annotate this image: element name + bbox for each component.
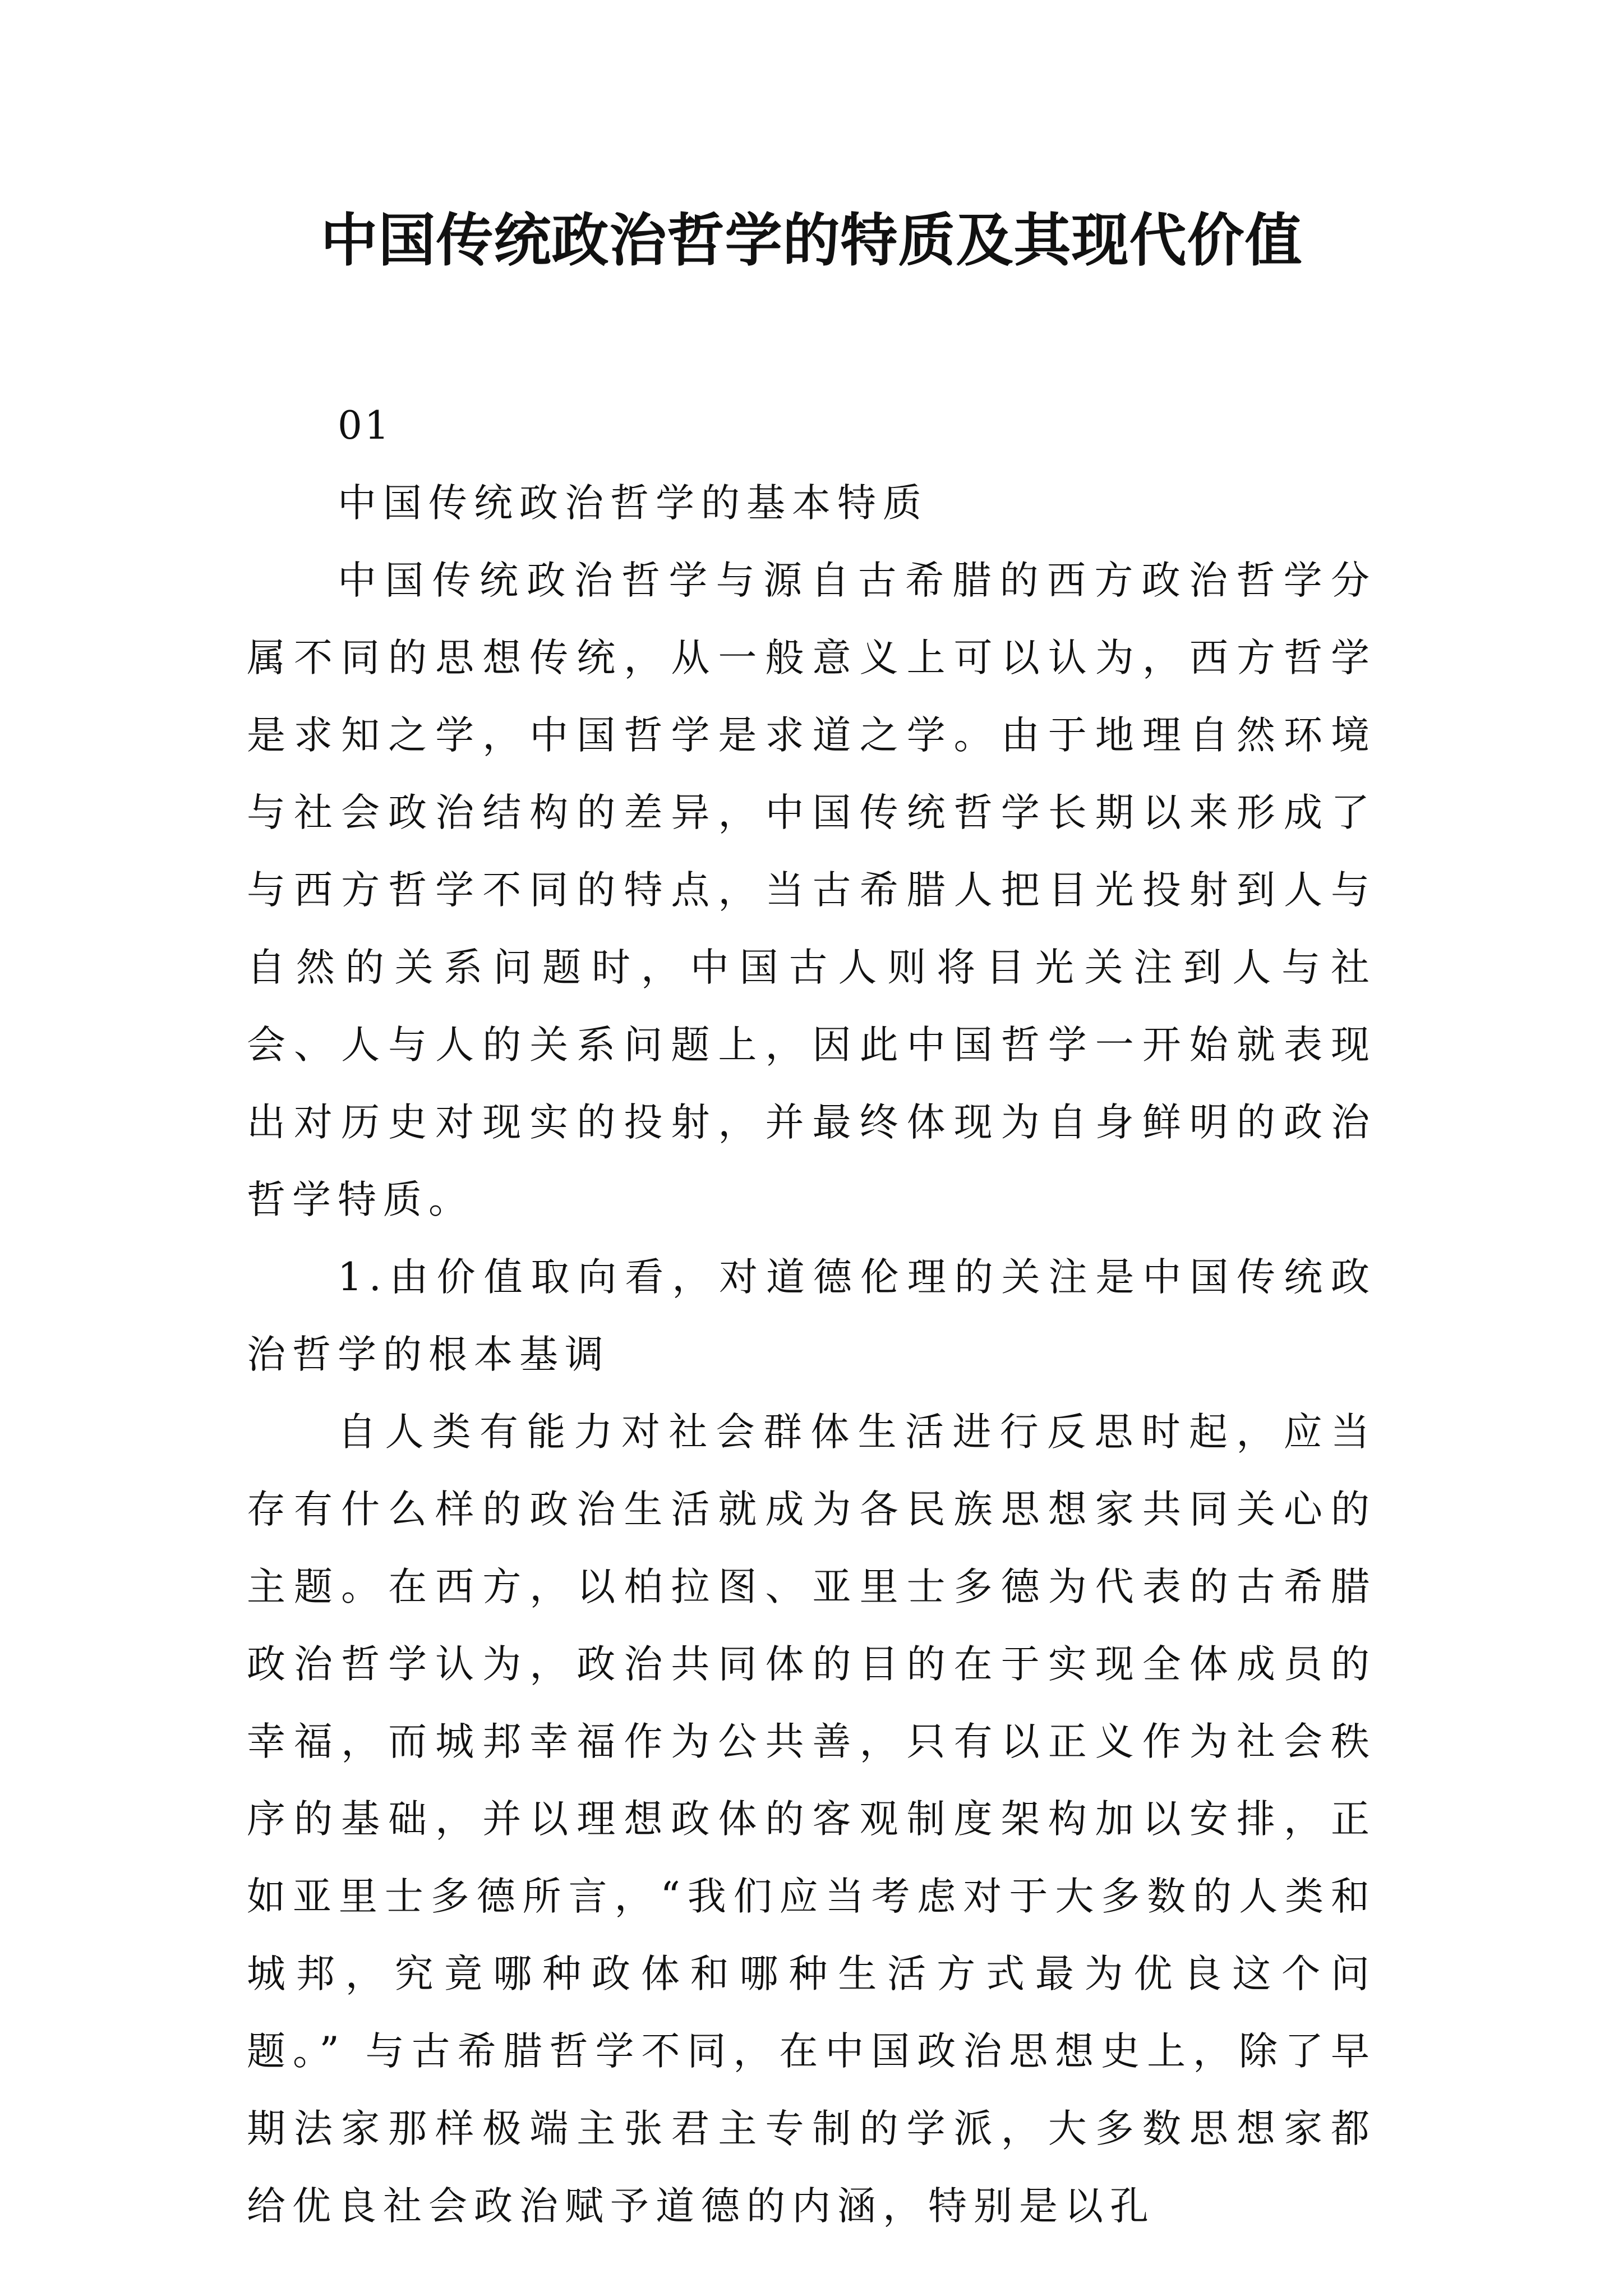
document-body <box>247 387 1376 2245</box>
document-title: 中国传统政治哲学的特质及其现代价值 <box>320 208 1303 274</box>
body-paragraph: 中国传统政治哲学与源自古希腊的西方政治哲学分属不同的思想传统，从一般意义上可以认为，西方哲学是求知之学，中国哲学是求道之学。由于地理自然环境与社会政治结构的差异，中国传统哲学长期以来形成了与西方哲学不同的特点，当古希腊人把目光投射到人与自然的关系问题时，中国古人则将目光关注到人与社会、人与人的关系问题上，因此中国哲学一开始就表现出对历史对现实的投射，并最终体现为自身鲜明的政治哲学特质。 <box>247 558 1376 1222</box>
section-number: 01 <box>338 403 391 448</box>
section-heading: 中国传统政治哲学的基本特质 <box>338 481 928 526</box>
subsection-heading: 1.由价值取向看，对道德伦理的关注是中国传统政治哲学的根本基调 <box>247 1255 1376 1377</box>
body-paragraph: 自人类有能力对社会群体生活进行反思时起，应当存有什么样的政治生活就成为各民族思想家共同关心的主题。在西方，以柏拉图、亚里士多德为代表的古希腊政治哲学认为，政治共同体的目的在于实现全体成员的幸福，而城邦幸福作为公共善，只有以正义作为社会秩序的基础，并以理想政体的客观制度架构加以安排，正如亚里士多德所言，“我们应当考虑对于大多数的人类和城邦，究竟哪种政体和哪种生活方式最为优良这个问题。” 与古希腊哲学不同，在中国政治思想史上，除了早期法家那样极端主张君主专制的学派，大多数思想家都给优良社会政治赋予道德的内涵，特别是以孔 <box>247 1410 1376 2229</box>
